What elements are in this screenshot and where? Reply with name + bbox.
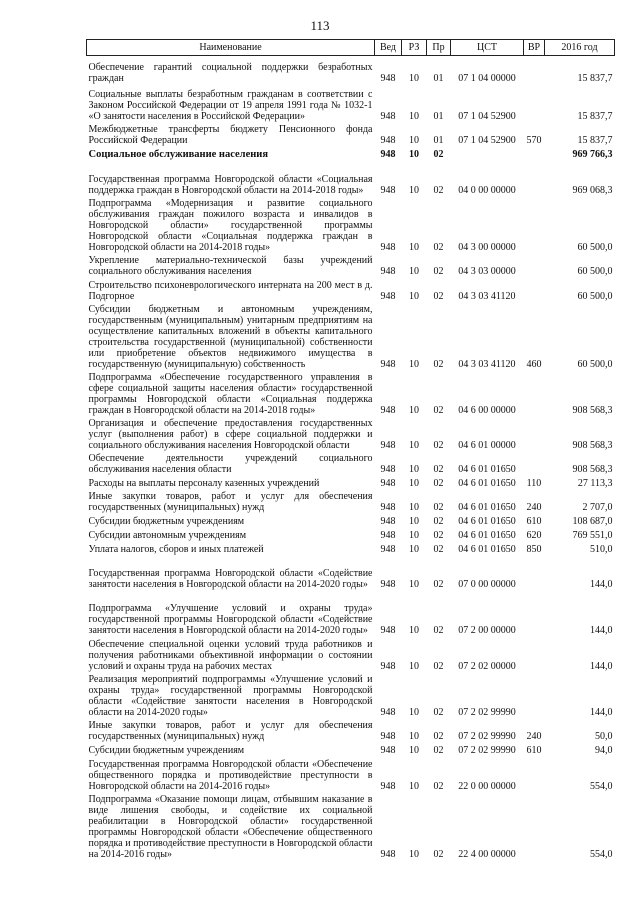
table-row — [87, 792, 615, 860]
row-sum: 60 500,0 — [577, 265, 613, 277]
header-cst: ЦСТ — [451, 40, 524, 56]
row-vr: 240 — [526, 730, 542, 742]
table-row — [87, 756, 615, 792]
row-pr: 02 — [433, 501, 444, 513]
row-rz: 10 — [409, 290, 419, 302]
row-name: Обеспечение гарантий социальной поддержки безработных граждан — [88, 61, 373, 84]
row-ved: 948 — [380, 134, 396, 146]
row-pr: 02 — [433, 265, 444, 277]
row-sum: 60 500,0 — [577, 241, 613, 253]
row-sum: 2 707,0 — [582, 501, 613, 513]
row-rz: 10 — [409, 134, 419, 146]
row-ved: 948 — [380, 848, 396, 860]
row-rz: 10 — [409, 848, 419, 860]
row-vr: 460 — [526, 358, 542, 370]
row-rz: 10 — [409, 148, 419, 160]
table-row — [87, 277, 615, 302]
row-pr: 02 — [433, 730, 444, 742]
header-sum: 2016 год — [545, 40, 615, 56]
table-row — [87, 196, 615, 253]
row-name: Субсидии бюджетным учреждениям — [88, 515, 245, 527]
row-pr: 02 — [433, 660, 444, 672]
row-ved: 948 — [380, 72, 396, 84]
row-vr — [524, 253, 545, 277]
row-cst: 07 2 02 00000 — [458, 660, 516, 672]
table-row — [87, 451, 615, 475]
row-sum: 108 687,0 — [572, 515, 613, 527]
row-vr — [524, 555, 545, 590]
row-vr — [524, 277, 545, 302]
row-ved: 948 — [380, 477, 396, 489]
row-name: Социальное обслуживание населения — [88, 148, 269, 160]
row-pr: 02 — [433, 543, 444, 555]
row-sum: 15 837,7 — [577, 134, 613, 146]
row-rz: 10 — [409, 780, 419, 792]
header-vr: ВР — [524, 40, 545, 56]
header-name: Наименование — [87, 40, 375, 56]
row-name: Государственная программа Новгородской области «Социальная поддержка граждан в Новгородской области на 2014-2018 годы» — [88, 173, 373, 196]
row-name: Иные закупки товаров, работ и услуг для обеспечения государственных (муниципальных) нужд — [88, 719, 373, 742]
page-number: 113 — [310, 18, 330, 33]
row-ved: 948 — [380, 241, 396, 253]
row-cst: 04 3 03 41120 — [458, 290, 516, 302]
table-row — [87, 416, 615, 451]
row-vr — [524, 160, 545, 196]
row-name: Подпрограмма «Модернизация и развитие социального обслуживания граждан пожилого возраста и инвалидов в Новгородской области» государственной программы Новгородской области «Социальная поддержка граждан в Новгородской области на 2014-2018 годы» — [88, 197, 373, 253]
row-name: Организация и обеспечение предоставления государственных услуг (выполнения работ) в сфере социальной поддержки и социального обслуживания населения Новгородской области — [88, 417, 373, 451]
row-sum: 144,0 — [590, 578, 613, 590]
row-vr — [524, 84, 545, 122]
row-pr: 02 — [433, 290, 444, 302]
row-name: Расходы на выплаты персоналу казенных учреждений — [88, 477, 320, 489]
row-vr — [524, 196, 545, 253]
row-cst: 07 0 00 00000 — [458, 578, 516, 590]
table-row — [87, 253, 615, 277]
row-name: Подпрограмма «Обеспечение государственного управления в сфере социальной защиты населения области» государственной программы Новгородской области «Социальная поддержка граждан в Новгородской области на 2014-2018 годы» — [88, 371, 373, 416]
row-sum: 969 766,3 — [572, 148, 613, 160]
row-pr: 02 — [433, 624, 444, 636]
row-name: Укрепление материально-технической базы учреждений социального обслуживания населения — [88, 254, 373, 277]
row-name: Субсидии бюджетным учреждениям — [88, 744, 245, 756]
row-ved: 948 — [380, 358, 396, 370]
row-vr: 620 — [526, 529, 542, 541]
row-cst: 22 4 00 00000 — [458, 848, 516, 860]
row-sum: 908 568,3 — [572, 404, 613, 416]
row-pr: 02 — [433, 184, 444, 196]
row-cst: 07 2 00 00000 — [458, 624, 516, 636]
row-ved: 948 — [380, 578, 396, 590]
row-rz: 10 — [409, 439, 419, 451]
row-cst: 04 6 01 01650 — [458, 529, 516, 541]
budget-table — [86, 39, 615, 860]
row-rz: 10 — [409, 730, 419, 742]
row-ved: 948 — [380, 730, 396, 742]
row-rz: 10 — [409, 624, 419, 636]
row-vr: 110 — [526, 477, 542, 489]
table-row — [87, 590, 615, 636]
row-vr — [524, 416, 545, 451]
row-rz: 10 — [409, 358, 419, 370]
row-ved: 948 — [380, 660, 396, 672]
row-pr: 01 — [433, 134, 444, 146]
row-pr: 02 — [433, 358, 444, 370]
row-sum: 144,0 — [590, 624, 613, 636]
row-cst: 07 1 04 00000 — [458, 72, 516, 84]
row-vr: 240 — [526, 501, 542, 513]
row-pr: 02 — [433, 404, 444, 416]
row-sum: 15 837,7 — [577, 72, 613, 84]
row-sum: 554,0 — [590, 780, 613, 792]
row-rz: 10 — [409, 477, 419, 489]
row-sum: 144,0 — [590, 660, 613, 672]
row-sum: 94,0 — [595, 744, 613, 756]
row-vr: 610 — [526, 744, 542, 756]
row-cst: 04 6 01 01650 — [458, 543, 516, 555]
row-cst: 04 0 00 00000 — [458, 184, 516, 196]
row-sum: 15 837,7 — [577, 110, 613, 122]
table-row — [87, 146, 615, 160]
table-row — [87, 160, 615, 196]
row-sum: 60 500,0 — [577, 290, 613, 302]
row-ved: 948 — [380, 529, 396, 541]
row-rz: 10 — [409, 515, 419, 527]
header-ved: Вед — [375, 40, 402, 56]
table-row — [87, 527, 615, 541]
table-row — [87, 84, 615, 122]
row-rz: 10 — [409, 110, 419, 122]
row-pr: 02 — [433, 529, 444, 541]
row-pr: 02 — [433, 439, 444, 451]
row-ved: 948 — [380, 463, 396, 475]
row-rz: 10 — [409, 404, 419, 416]
row-pr: 02 — [433, 515, 444, 527]
row-ved: 948 — [380, 439, 396, 451]
table-header-row — [87, 40, 615, 56]
row-sum: 769 551,0 — [572, 529, 613, 541]
row-cst: 07 1 04 52900 — [458, 134, 516, 146]
row-pr: 02 — [433, 463, 444, 475]
table-row — [87, 636, 615, 672]
row-name: Обеспечение деятельности учреждений социального обслуживания населения области — [88, 452, 373, 475]
row-cst: 07 2 02 99990 — [458, 730, 516, 742]
row-cst: 07 2 02 99990 — [458, 744, 516, 756]
row-sum: 144,0 — [590, 706, 613, 718]
table-row — [87, 370, 615, 416]
row-cst — [451, 146, 524, 160]
row-vr — [524, 451, 545, 475]
row-vr — [524, 590, 545, 636]
row-name: Обеспечение специальной оценки условий труда работников и получения работниками объективной информации о состоянии условий и охраны труда на рабочих местах — [88, 638, 373, 672]
row-pr: 02 — [433, 706, 444, 718]
row-name: Субсидии автономным учреждениям — [88, 529, 247, 541]
table-row — [87, 56, 615, 84]
row-vr — [524, 370, 545, 416]
row-vr — [524, 672, 545, 718]
row-cst: 04 3 03 00000 — [458, 265, 516, 277]
row-name: Подпрограмма «Улучшение условий и охраны труда» государственной программы Новгородской области «Содействие занятости населения в Новгородской области на 2014-2020 годы» — [88, 602, 373, 636]
row-name: Уплата налогов, сборов и иных платежей — [88, 543, 264, 555]
row-vr: 610 — [526, 515, 542, 527]
header-rz: РЗ — [402, 40, 427, 56]
row-vr — [524, 56, 545, 84]
row-pr: 02 — [433, 744, 444, 756]
row-pr: 02 — [433, 578, 444, 590]
row-cst: 04 6 01 01650 — [458, 501, 516, 513]
row-pr: 01 — [433, 72, 444, 84]
row-ved: 948 — [380, 184, 396, 196]
row-pr: 02 — [433, 780, 444, 792]
row-rz: 10 — [409, 660, 419, 672]
row-cst: 04 6 01 01650 — [458, 463, 516, 475]
row-ved: 948 — [380, 744, 396, 756]
row-cst: 04 3 00 00000 — [458, 241, 516, 253]
row-sum: 510,0 — [590, 543, 613, 555]
row-name: Субсидии бюджетным и автономным учреждениям, государственным (муниципальным) унитарным предприятиям на осуществление капитальных вложений в объекты капитального строительства государственной (муниципальной) собственности или приобретение объектов недвижимого имущества в государственную (муниципальную) собственность — [88, 303, 373, 370]
row-rz: 10 — [409, 463, 419, 475]
row-vr — [524, 792, 545, 860]
row-cst: 07 2 02 99990 — [458, 706, 516, 718]
row-sum: 908 568,3 — [572, 439, 613, 451]
row-rz: 10 — [409, 241, 419, 253]
row-name: Реализация мероприятий подпрограммы «Улучшение условий и охраны труда» государственной программы Новгородской области «Содействие занятости населения в Новгородской области на 2014-2020 годы» — [88, 673, 373, 718]
row-rz: 10 — [409, 184, 419, 196]
row-ved: 948 — [380, 148, 396, 160]
row-name: Государственная программа Новгородской области «Содействие занятости населения в Новгородской области на 2014-2020 годы» — [88, 567, 373, 590]
row-sum: 554,0 — [590, 848, 613, 860]
row-pr: 02 — [433, 848, 444, 860]
row-cst: 04 6 01 01650 — [458, 477, 516, 489]
table-row — [87, 672, 615, 718]
row-vr — [524, 636, 545, 672]
row-ved: 948 — [380, 780, 396, 792]
row-pr: 02 — [433, 148, 444, 160]
row-sum: 908 568,3 — [572, 463, 613, 475]
row-ved: 948 — [380, 110, 396, 122]
row-pr: 02 — [433, 477, 444, 489]
row-name: Иные закупки товаров, работ и услуг для обеспечения государственных (муниципальных) нужд — [88, 490, 373, 513]
row-rz: 10 — [409, 706, 419, 718]
row-cst: 04 6 01 00000 — [458, 439, 516, 451]
table-row — [87, 718, 615, 742]
row-ved: 948 — [380, 404, 396, 416]
row-cst: 04 3 03 41120 — [458, 358, 516, 370]
row-pr: 02 — [433, 241, 444, 253]
row-ved: 948 — [380, 543, 396, 555]
row-sum: 969 068,3 — [572, 184, 613, 196]
row-name: Подпрограмма «Оказание помощи лицам, отбывшим наказание в виде лишения свободы, и содействие их социальной реабилитации в Новгородской области» государственной программы Новгородской области «Обеспечение общественного порядка и противодействие преступности в Новгородской области на 2014-2016 годы» — [88, 793, 373, 860]
row-ved: 948 — [380, 501, 396, 513]
row-name: Межбюджетные трансферты бюджету Пенсионного фонда Российской Федерации — [88, 123, 373, 146]
table-row — [87, 302, 615, 370]
row-cst: 07 1 04 52900 — [458, 110, 516, 122]
row-vr — [524, 756, 545, 792]
row-name: Строительство психоневрологического интерната на 200 мест в д. Подгорное — [88, 279, 373, 302]
row-ved: 948 — [380, 515, 396, 527]
row-vr — [524, 146, 545, 160]
row-rz: 10 — [409, 543, 419, 555]
row-sum: 27 113,3 — [577, 477, 613, 489]
table-row — [87, 513, 615, 527]
row-rz: 10 — [409, 501, 419, 513]
row-ved: 948 — [380, 290, 396, 302]
row-cst: 04 6 01 01650 — [458, 515, 516, 527]
table-row — [87, 475, 615, 489]
row-name: Государственная программа Новгородской области «Обеспечение общественного порядка и противодействие преступности в Новгородской области на 2014-2016 годы» — [88, 758, 373, 792]
row-name: Социальные выплаты безработным гражданам в соответствии с Законом Российской Федерации от 19 апреля 1991 года № 1032-1 «О занятости населения в Российской Федерации» — [88, 88, 373, 122]
table-row — [87, 122, 615, 146]
row-rz: 10 — [409, 578, 419, 590]
table-body — [87, 56, 615, 860]
row-pr: 01 — [433, 110, 444, 122]
row-vr: 850 — [526, 543, 542, 555]
row-rz: 10 — [409, 744, 419, 756]
row-rz: 10 — [409, 265, 419, 277]
row-rz: 10 — [409, 72, 419, 84]
row-cst: 04 6 00 00000 — [458, 404, 516, 416]
row-sum: 50,0 — [595, 730, 613, 742]
row-vr: 570 — [526, 134, 542, 146]
row-ved: 948 — [380, 265, 396, 277]
table-row — [87, 555, 615, 590]
row-ved: 948 — [380, 624, 396, 636]
header-pr: Пр — [427, 40, 451, 56]
row-ved: 948 — [380, 706, 396, 718]
row-sum: 60 500,0 — [577, 358, 613, 370]
table-row — [87, 489, 615, 513]
row-rz: 10 — [409, 529, 419, 541]
row-cst: 22 0 00 00000 — [458, 780, 516, 792]
table-row — [87, 742, 615, 756]
table-row — [87, 541, 615, 555]
